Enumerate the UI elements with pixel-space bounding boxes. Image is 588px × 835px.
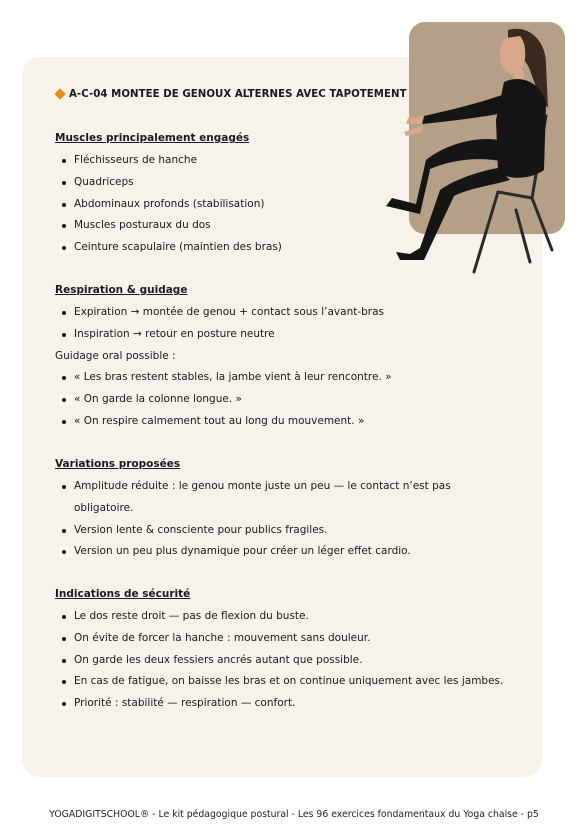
page-footer: YOGADIGITSCHOOL® - Le kit pédagogique postural - Les 96 exercices fondamentaux du Yoga chaise - p5 — [49, 809, 539, 820]
list-item: On garde les deux fessiers ancrés autant que possible. — [55, 650, 503, 672]
section-heading: Indications de sécurité — [55, 588, 191, 600]
securite-list — [55, 606, 503, 715]
list-item: Abdominaux profonds (stabilisation) — [55, 194, 282, 216]
list-item: Inspiration → retour en posture neutre — [55, 324, 392, 346]
list-item: Amplitude réduite : le genou monte juste un peu — le contact n’est pas obligatoire. — [55, 476, 494, 520]
muscles-list — [55, 150, 282, 259]
section-heading: Variations proposées — [55, 458, 181, 470]
list-item: Le dos reste droit — pas de flexion du buste. — [55, 606, 503, 628]
list-item: Ceinture scapulaire (maintien des bras) — [55, 237, 282, 259]
guidage-label: Guidage oral possible : — [55, 349, 176, 362]
woman-on-chair-photo — [380, 20, 560, 282]
list-item: « On garde la colonne longue. » — [55, 389, 392, 411]
list-item: Fléchisseurs de hanche — [55, 150, 282, 172]
list-item: Muscles posturaux du dos — [55, 215, 282, 237]
section-heading: Respiration & guidage — [55, 284, 188, 296]
guidage-list — [55, 367, 392, 432]
section-heading: Muscles principalement engagés — [55, 132, 250, 144]
list-item: Quadriceps — [55, 172, 282, 194]
list-item: Expiration → montée de genou + contact sous l’avant-bras — [55, 302, 392, 324]
section-variations — [55, 458, 494, 563]
list-item: Priorité : stabilité — respiration — confort. — [55, 693, 503, 715]
list-item: Version lente & consciente pour publics fragiles. — [55, 520, 494, 542]
list-item: On évite de forcer la hanche : mouvement sans douleur. — [55, 628, 503, 650]
list-item: « On respire calmement tout au long du mouvement. » — [55, 411, 392, 433]
list-item: Version un peu plus dynamique pour créer un léger effet cardio. — [55, 541, 494, 563]
diamond-bullet-icon — [54, 88, 65, 99]
section-muscles — [55, 132, 282, 259]
exercise-title-text: A-C-04 MONTEE DE GENOUX ALTERNES AVEC TAPOTEMENT — [69, 89, 407, 100]
list-item: En cas de fatigue, on baisse les bras et on continue uniquement avec les jambes. — [55, 671, 503, 693]
section-securite — [55, 588, 503, 715]
section-respiration — [55, 284, 392, 433]
respiration-list — [55, 302, 392, 346]
list-item: « Les bras restent stables, la jambe vient à leur rencontre. » — [55, 367, 392, 389]
variations-list — [55, 476, 494, 563]
exercise-title — [55, 89, 407, 100]
